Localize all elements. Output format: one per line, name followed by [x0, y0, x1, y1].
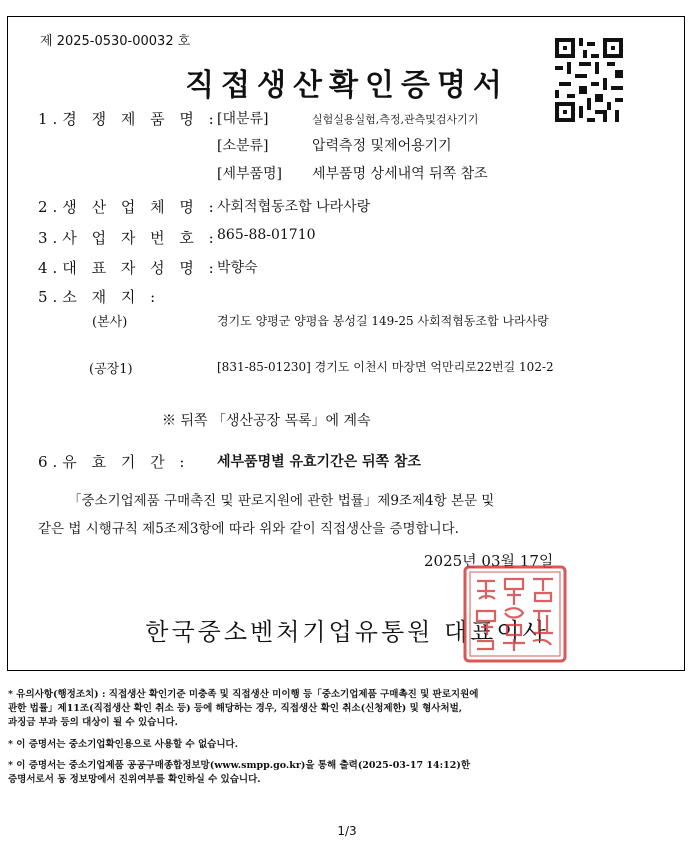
footnote-3-line2: 증명서로서 동 정보망에서 진위여부를 확인하실 수 있습니다.	[8, 774, 261, 785]
minor-category-tag: [소분류]	[217, 138, 269, 154]
minor-category-value: 압력측정 및제어용기기	[312, 138, 452, 154]
issue-date: 2025년 03월 17일	[424, 552, 554, 570]
footnote-1-line1: * 유의사항(행정조치) : 직접생산 확인기준 미충족 및 직접생산 미이행 등「중소기업제품 구매촉진 및 판로지원에	[8, 689, 479, 700]
hq-address: 경기도 양평군 양평읍 봉성길 149-25 사회적협동조합 나라사랑	[217, 314, 549, 328]
footnote-1-line3: 과징금 부과 등의 대상이 될 수 있습니다.	[8, 717, 178, 728]
hq-label: (본사)	[92, 315, 128, 330]
item1-label: 1.경 쟁 제 품 명 :	[38, 110, 219, 128]
page-number: 1/3	[337, 824, 357, 838]
detail-category-tag: [세부품명]	[217, 166, 283, 182]
official-seal-icon	[463, 565, 567, 663]
issuer-name: 한국중소벤처기업유통원 대표이사	[145, 618, 549, 646]
validity-period: 세부품명별 유효기간은 뒤쪽 참조	[217, 454, 421, 470]
footnote-1-line2: 관한 법률」제11조(직접생산 확인 취소 등) 등에 해당하는 경우, 직접생산 확인 취소(신청제한) 및 형사처벌,	[8, 703, 463, 714]
footnote-2: * 이 증명서는 중소기업확인용으로 사용할 수 없습니다.	[8, 739, 239, 750]
detail-category-value: 세부품명 상세내역 뒤쪽 참조	[312, 166, 488, 182]
legal-notice-line2: 같은 법 시행규칙 제5조제3항에 따라 위와 같이 직접생산을 증명합니다.	[38, 521, 459, 537]
item3-label: 3.사 업 자 번 호 :	[38, 229, 219, 247]
representative-name: 박향숙	[217, 260, 258, 276]
footnote-3-line1: * 이 증명서는 중소기업제품 공공구매종합정보망(www.smpp.go.kr)을 통해 출력(2025-03-17 14:12)한	[8, 760, 471, 771]
item2-label: 2.생 산 업 체 명 :	[38, 198, 219, 216]
legal-notice-line1: 「중소기업제품 구매촉진 및 판로지원에 관한 법률」제9조제4항 본문 및	[68, 493, 495, 509]
document-number: 제 2025-0530-00032 호	[40, 34, 191, 49]
item5-label: 5.소 재 지 :	[38, 288, 161, 306]
major-category-value: 실험실용실험,측정,관측및검사기기	[312, 113, 479, 126]
factory-address: [831-85-01230] 경기도 이천시 마장면 억만리로22번길 102-2	[217, 360, 554, 374]
factory-list-note: ※ 뒤쪽 「생산공장 목록」에 계속	[162, 413, 371, 429]
certificate-title: 직접생산확인증명서	[185, 68, 509, 103]
major-category-tag: [대분류]	[217, 111, 269, 127]
qr-code-icon	[555, 38, 623, 122]
business-number: 865-88-01710	[217, 227, 316, 243]
factory-label: (공장1)	[89, 362, 133, 377]
item6-label: 6.유 효 기 간 :	[38, 453, 190, 471]
company-name: 사회적협동조합 나라사랑	[217, 199, 371, 215]
item4-label: 4.대 표 자 성 명 :	[38, 259, 219, 277]
